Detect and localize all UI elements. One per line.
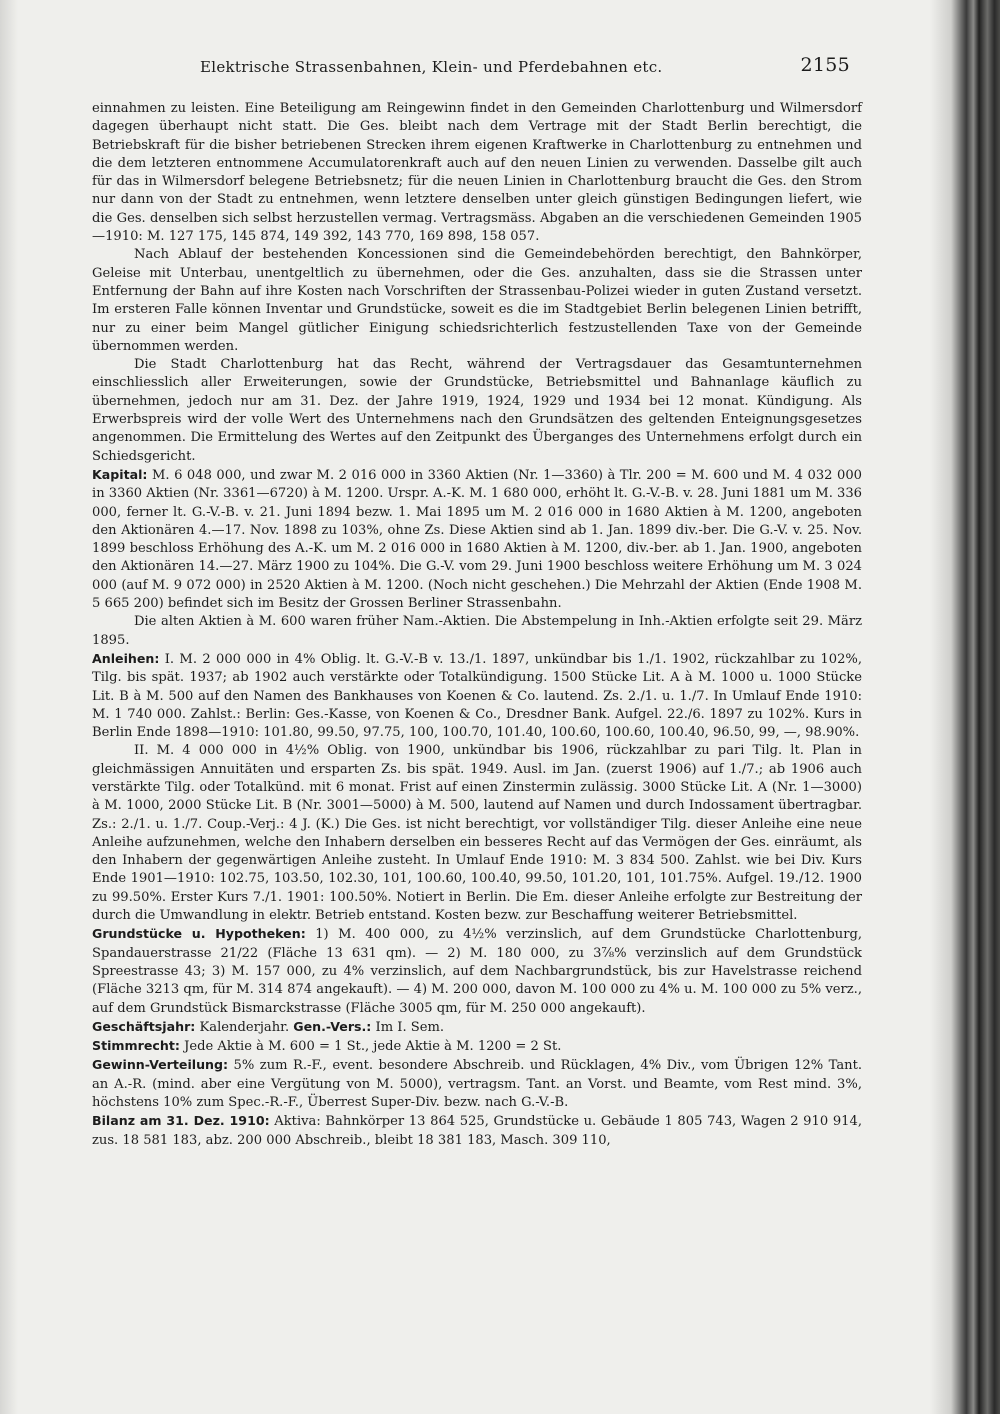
entry-continuation [92,742,862,925]
entry-label: Gen.-Vers.: [293,1018,372,1034]
entry-gewinn-verteilung [92,1056,862,1112]
entry-anleihen [92,650,862,742]
entry-text: Die alten Aktien à M. 600 waren früher Nam.-Aktien. Die Abstempelung in Inh.-Aktien erfolgte seit 29. März 1895. [92,614,862,648]
entry-text: Im I. Sem. [371,1019,445,1035]
entry-grundstuecke [92,925,862,1017]
paragraph: Nach Ablauf der bestehenden Koncessionen sind die Gemeindebehörden berechtigt, den Bahnkörper, Geleise mit Unterbau, unentgeltlich zu übernehmen, oder die Ges. anzuhalten, dass sie die Strassen unter Entfernung der Bahn auf ihre Kosten nach Vorschriften der Strassenbau-Polizei wieder in guten Zustand versetzt. Im ersteren Falle können Inventar und Grundstücke, soweit es die im Stadtgebiet Berlin belegenen Linien betrifft, nur zu einer beim Mangel gütlicher Einigung schiedsrichterlich festzustellenden Taxe von der Gemeinde übernommen werden. [92,247,862,354]
entry-stimmrecht [92,1037,862,1056]
entry-label: Bilanz am 31. Dez. 1910: [92,1113,270,1129]
entry-label: Kapital: [92,466,148,482]
running-title: Elektrische Strassenbahnen, Klein- und Pferdebahnen etc. [200,58,663,76]
entry-geschaeftsjahr [92,1018,862,1037]
entry-label: Grundstücke u. Hypotheken: [92,926,306,942]
paragraph: einnahmen zu leisten. Eine Beteiligung am Reingewinn findet in den Gemeinden Charlottenburg und Wilmersdorf dagegen überhaupt nicht statt. Die Ges. bleibt nach dem Vertrage mit der Stadt Berlin berechtigt, die Betriebskraft für die bisher betriebenen Strecken ihrem eigenen Kraftwerke in Charlottenburg zu entnehmen und die dem letzteren entnommene Accumulatorenkraft auch auf den neuen Linien zu verwenden. Dasselbe gilt auch für das in Wilmersdorf belegene Betriebsnetz; für die neuen Linien in Charlottenburg braucht die Ges. den Strom nur dann von der Stadt zu entnehmen, wenn letztere denselben unter gleich günstigen Bedingungen liefert, wie die Ges. denselben sich selbst herzustellen vermag. Vertragsmäss. Abgaben an die verschiedenen Gemeinden 1905—1910: M. 127 175, 145 874, 149 392, 143 770, 169 898, 158 057. [92,101,862,245]
entry-label: Geschäftsjahr: [92,1018,196,1034]
running-header [92,50,862,80]
entry-text: M. 6 048 000, und zwar M. 2 016 000 in 3360 Aktien (Nr. 1—3360) à Tlr. 200 = M. 600 und M. 4 032 000 in 3360 Aktien (Nr. 3361—6720) à M. 1200. Urspr. A.-K. M. 1 680 000, erhöht lt. G.-V.-B. v. 28. Juni 1881 um M. 336 000, ferner lt. G.-V.-B. v. 21. Juni 1894 bezw. 1. Mai 1895 um M. 2 016 000 in 1680 Aktien à M. 1200, angeboten den Aktionären 4.—17. Nov. 1898 zu 103%, ohne Zs. Diese Aktien sind ab 1. Jan. 1899 div.-ber. Die G.-V. v. 25. Nov. 1899 beschloss Erhöhung des A.-K. um M. 2 016 000 in 1680 Aktien à M. 1200, div.-ber. ab 1. Jan. 1900, angeboten den Aktionären 14.—27. März 1900 zu 104%. Die G.-V. vom 29. Juni 1900 beschloss weitere Erhöhung um M. 3 024 000 (auf M. 9 072 000) in 2520 Aktien à M. 1200. (Noch nicht geschehen.) Die Mehrzahl der Aktien (Ende 1908 M. 5 665 200) befindet sich im Besitz der Grossen Berliner Strassenbahn. [92,467,863,612]
entry-label: Gewinn-Verteilung: [92,1057,229,1073]
entry-label: Anleihen: [92,650,160,666]
entry-continuation [92,613,862,650]
entry-text: Kalenderjahr. [195,1019,294,1035]
page-number: 2155 [800,54,850,76]
entry-label: Stimmrecht: [92,1038,180,1054]
entry-text: Aktiva: Bahnkörper 13 864 525, Grundstücke u. Gebäude 1 805 743, Wagen 2 910 914, zus. 18 581 183, abz. 200 000 Abschreib., bleibt 18 381 183, Masch. 309 110, [92,1114,862,1148]
entry-text: Jede Aktie à M. 600 = 1 St., jede Aktie à M. 1200 = 2 St. [179,1039,562,1055]
entry-kapital [92,466,862,613]
entry-text: II. M. 4 000 000 in 4½% Oblig. von 1900, unkündbar bis 1906, rückzahlbar zu pari Tilg. lt. Plan in gleichmässigen Annuitäten und ersparten Zs. bis spät. 1949. Ausl. im Jan. (zuerst 1906) auf 1./7.; ab 1906 auch verstärkte Tilg. oder Totalkünd. mit 6 monat. Frist auf einen Zinstermin zulässig. 3000 Stücke Lit. A (Nr. 1—3000) à M. 1000, 2000 Stücke Lit. B (Nr. 3001—5000) à M. 500, lautend auf Namen und durch Indossament übertragbar. Zs.: 2./1. u. 1./7. Coup.-Verj.: 4 J. (K.) Die Ges. ist nicht berechtigt, vor vollständiger Tilg. dieser Anleihe eine neue Anleihe aufzunehmen, welche den Inhabern derselben ein besseres Recht auf das Vermögen der Ges. einräumt, als den Inhabern der gegenwärtigen Anleihe zusteht. In Umlauf Ende 1910: M. 3 834 500. Zahlst. wie bei Div. Kurs Ende 1901—1910: 102.75, 103.50, 102.30, 101, 100.60, 100.40, 99.50, 101.20, 101, 101.75%. Aufgel. 19./12. 1900 zu 99.50%. Erster Kurs 7./1. 1901: 100.50%. Notiert in Berlin. Die Em. dieser Anleihe erfolgte zur Bestreitung der durch die Umwandlung in elektr. Betrieb entstand. Kosten bezw. zur Beschaffung weiterer Betriebsmittel. [92,743,862,924]
document-page [92,50,862,1150]
entry-bilanz [92,1112,862,1150]
book-spine-edge [930,0,1000,1414]
entry-text: 5% zum R.-F., event. besondere Abschreib. und Rücklagen, 4% Div., vom Übrigen 12% Tant. an A.-R. (mind. aber eine Vergütung von M. 5000), vertragsm. Tant. an Vorst. und Beamte, vom Rest mind. 3%, höchstens 10% zum Spec.-R.-F., Überrest Super-Div. bezw. nach G.-V.-B. [92,1058,862,1111]
paragraph: Die Stadt Charlottenburg hat das Recht, während der Vertragsdauer das Gesamtunternehmen einschliesslich aller Erweiterungen, sowie der Grundstücke, Betriebsmittel und Bahnanlage käuflich zu übernehmen, jedoch nur am 31. Dez. der Jahre 1919, 1924, 1929 und 1934 bei 12 monat. Kündigung. Als Erwerbspreis wird der volle Wert des Unternehmens nach den Grundsätzen des geltenden Enteignungsgesetzes angenommen. Die Ermittelung des Wertes auf den Zeitpunkt des Überganges des Unternehmens erfolgt durch ein Schiedsgericht. [92,357,862,464]
scan-left-edge [0,0,18,1414]
document-body [92,100,862,1150]
entry-text: 1) M. 400 000, zu 4½% verzinslich, auf dem Grundstücke Charlottenburg, Spandauerstrasse 21/22 (Fläche 13 631 qm). — 2) M. 180 000, zu 3⅞% verzinslich auf dem Grundstück Spreestrasse 43; 3) M. 157 000, zu 4% verzinslich, auf dem Nachbargrundstück, bis zur Havelstrasse reichend (Fläche 3213 qm, für M. 314 874 angekauft). — 4) M. 200 000, davon M. 100 000 zu 4% u. M. 100 000 zu 5% verz., auf dem Grundstück Bismarckstrasse (Fläche 3005 qm, für M. 250 000 angekauft). [92,927,863,1016]
entry-text: I. M. 2 000 000 in 4% Oblig. lt. G.-V.-B v. 13./1. 1897, unkündbar bis 1./1. 1902, rückzahlbar zu 102%, Tilg. bis spät. 1937; ab 1902 auch verstärkte oder Totalkündigung. 1500 Stücke Lit. A à M. 1000 u. 1000 Stücke Lit. B à M. 500 auf den Namen des Bankhauses von Koenen & Co. lautend. Zs. 2./1. u. 1./7. In Umlauf Ende 1910: M. 1 740 000. Zahlst.: Berlin: Ges.-Kasse, von Koenen & Co., Dresdner Bank. Aufgel. 22./6. 1897 zu 102%. Kurs in Berlin Ende 1898—1910: 101.80, 99.50, 97.75, 100, 100.70, 101.40, 100.60, 100.60, 100.40, 96.50, 99, —, 98.90%. [92,651,862,741]
